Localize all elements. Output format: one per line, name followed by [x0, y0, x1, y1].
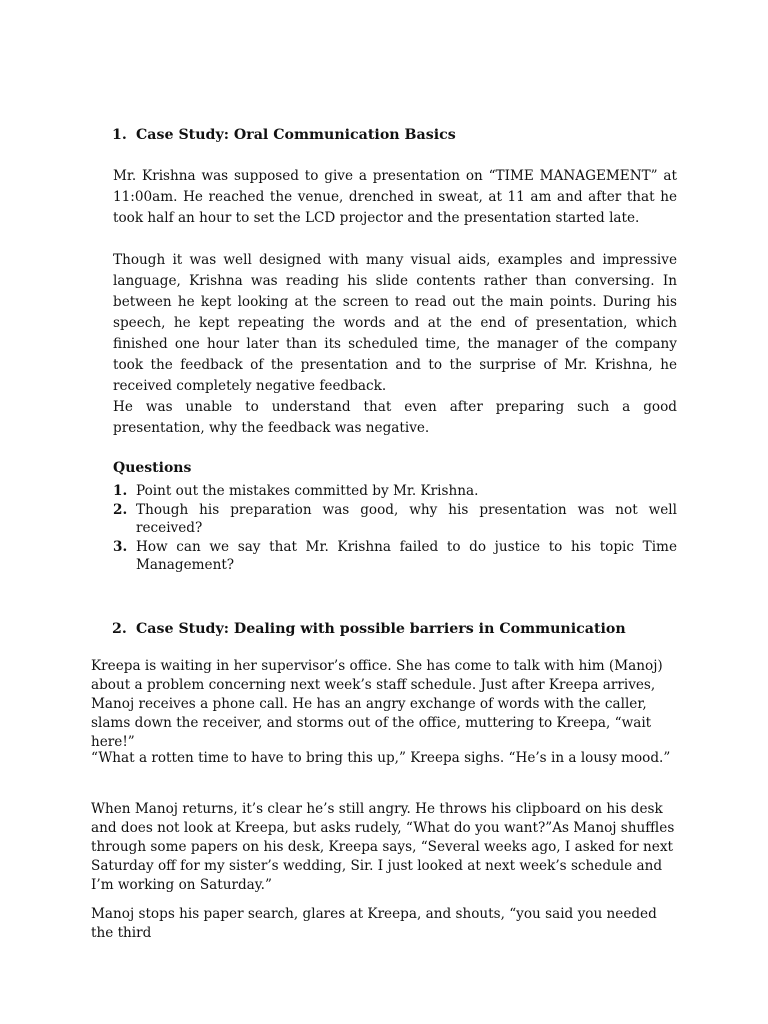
section2-paragraph-3: When Manoj returns, it’s clear he’s still angry. He throws his clipboard on his desk and does not look at Kreepa, but asks rudely, “What do you want?”As Manoj shuffles through some papers on his desk, Kreepa says, “Several weeks ago, I asked for next Saturday off for my sister’s wedding, Sir. I just looked at next week’s schedule and I’m working on Saturday.”: [91, 801, 675, 893]
section1-paragraph-1: Mr. Krishna was supposed to give a presentation on “TIME MANAGEMENT” at 11:00am. He reached the venue, drenched in sweat, at 11 am and after that he took half an hour to set the LCD projector and the presentation started late.: [113, 168, 677, 226]
questions-title: Questions: [113, 460, 192, 476]
section1-title: Case Study: Oral Communication Basics: [136, 127, 456, 143]
question-number: 2.: [113, 501, 128, 518]
section2-title: Case Study: Dealing with possible barriers in Communication: [136, 621, 626, 637]
section2-paragraph-2: “What a rotten time to have to bring this up,” Kreepa sighs. “He’s in a lousy mood.”: [91, 750, 671, 766]
question-item: [113, 501, 677, 538]
section2-number: 2.: [112, 621, 127, 637]
section2-paragraph-4: Manoj stops his paper search, glares at Kreepa, and shouts, “you said you needed the third: [91, 906, 657, 941]
section1-paragraph-2: Though it was well designed with many visual aids, examples and impressive language, Krishna was reading his slide contents rather than conversing. In between he kept looking at the screen to read out the main points. During his speech, he kept repeating the words and at the end of presentation, which finished one hour later than its scheduled time, the manager of the company took the feedback of the presentation and to the surprise of Mr. Krishna, he received completely negative feedback.: [113, 252, 677, 394]
question-text: How can we say that Mr. Krishna failed to do justice to his topic Time Management?: [136, 538, 677, 573]
question-number: 3.: [113, 538, 128, 555]
section2-heading: [112, 621, 626, 637]
section1-paragraph-3: He was unable to understand that even after preparing such a good presentation, why the feedback was negative.: [113, 399, 677, 436]
question-item: [113, 482, 677, 501]
question-text: Though his preparation was good, why his presentation was not well received?: [136, 501, 677, 536]
question-number: 1.: [113, 483, 128, 499]
questions-list: [113, 482, 677, 575]
question-text: Point out the mistakes committed by Mr. Krishna.: [136, 483, 479, 499]
section1-heading: [112, 127, 456, 143]
section2-paragraph-1: Kreepa is waiting in her supervisor’s office. She has come to talk with him (Manoj) about a problem concerning next week’s staff schedule. Just after Kreepa arrives, Manoj receives a phone call. He has an angry exchange of words with the caller, slams down the receiver, and storms out of the office, muttering to Kreepa, “wait here!”: [91, 658, 663, 750]
section1-number: 1.: [112, 127, 127, 143]
question-item: [113, 538, 677, 575]
